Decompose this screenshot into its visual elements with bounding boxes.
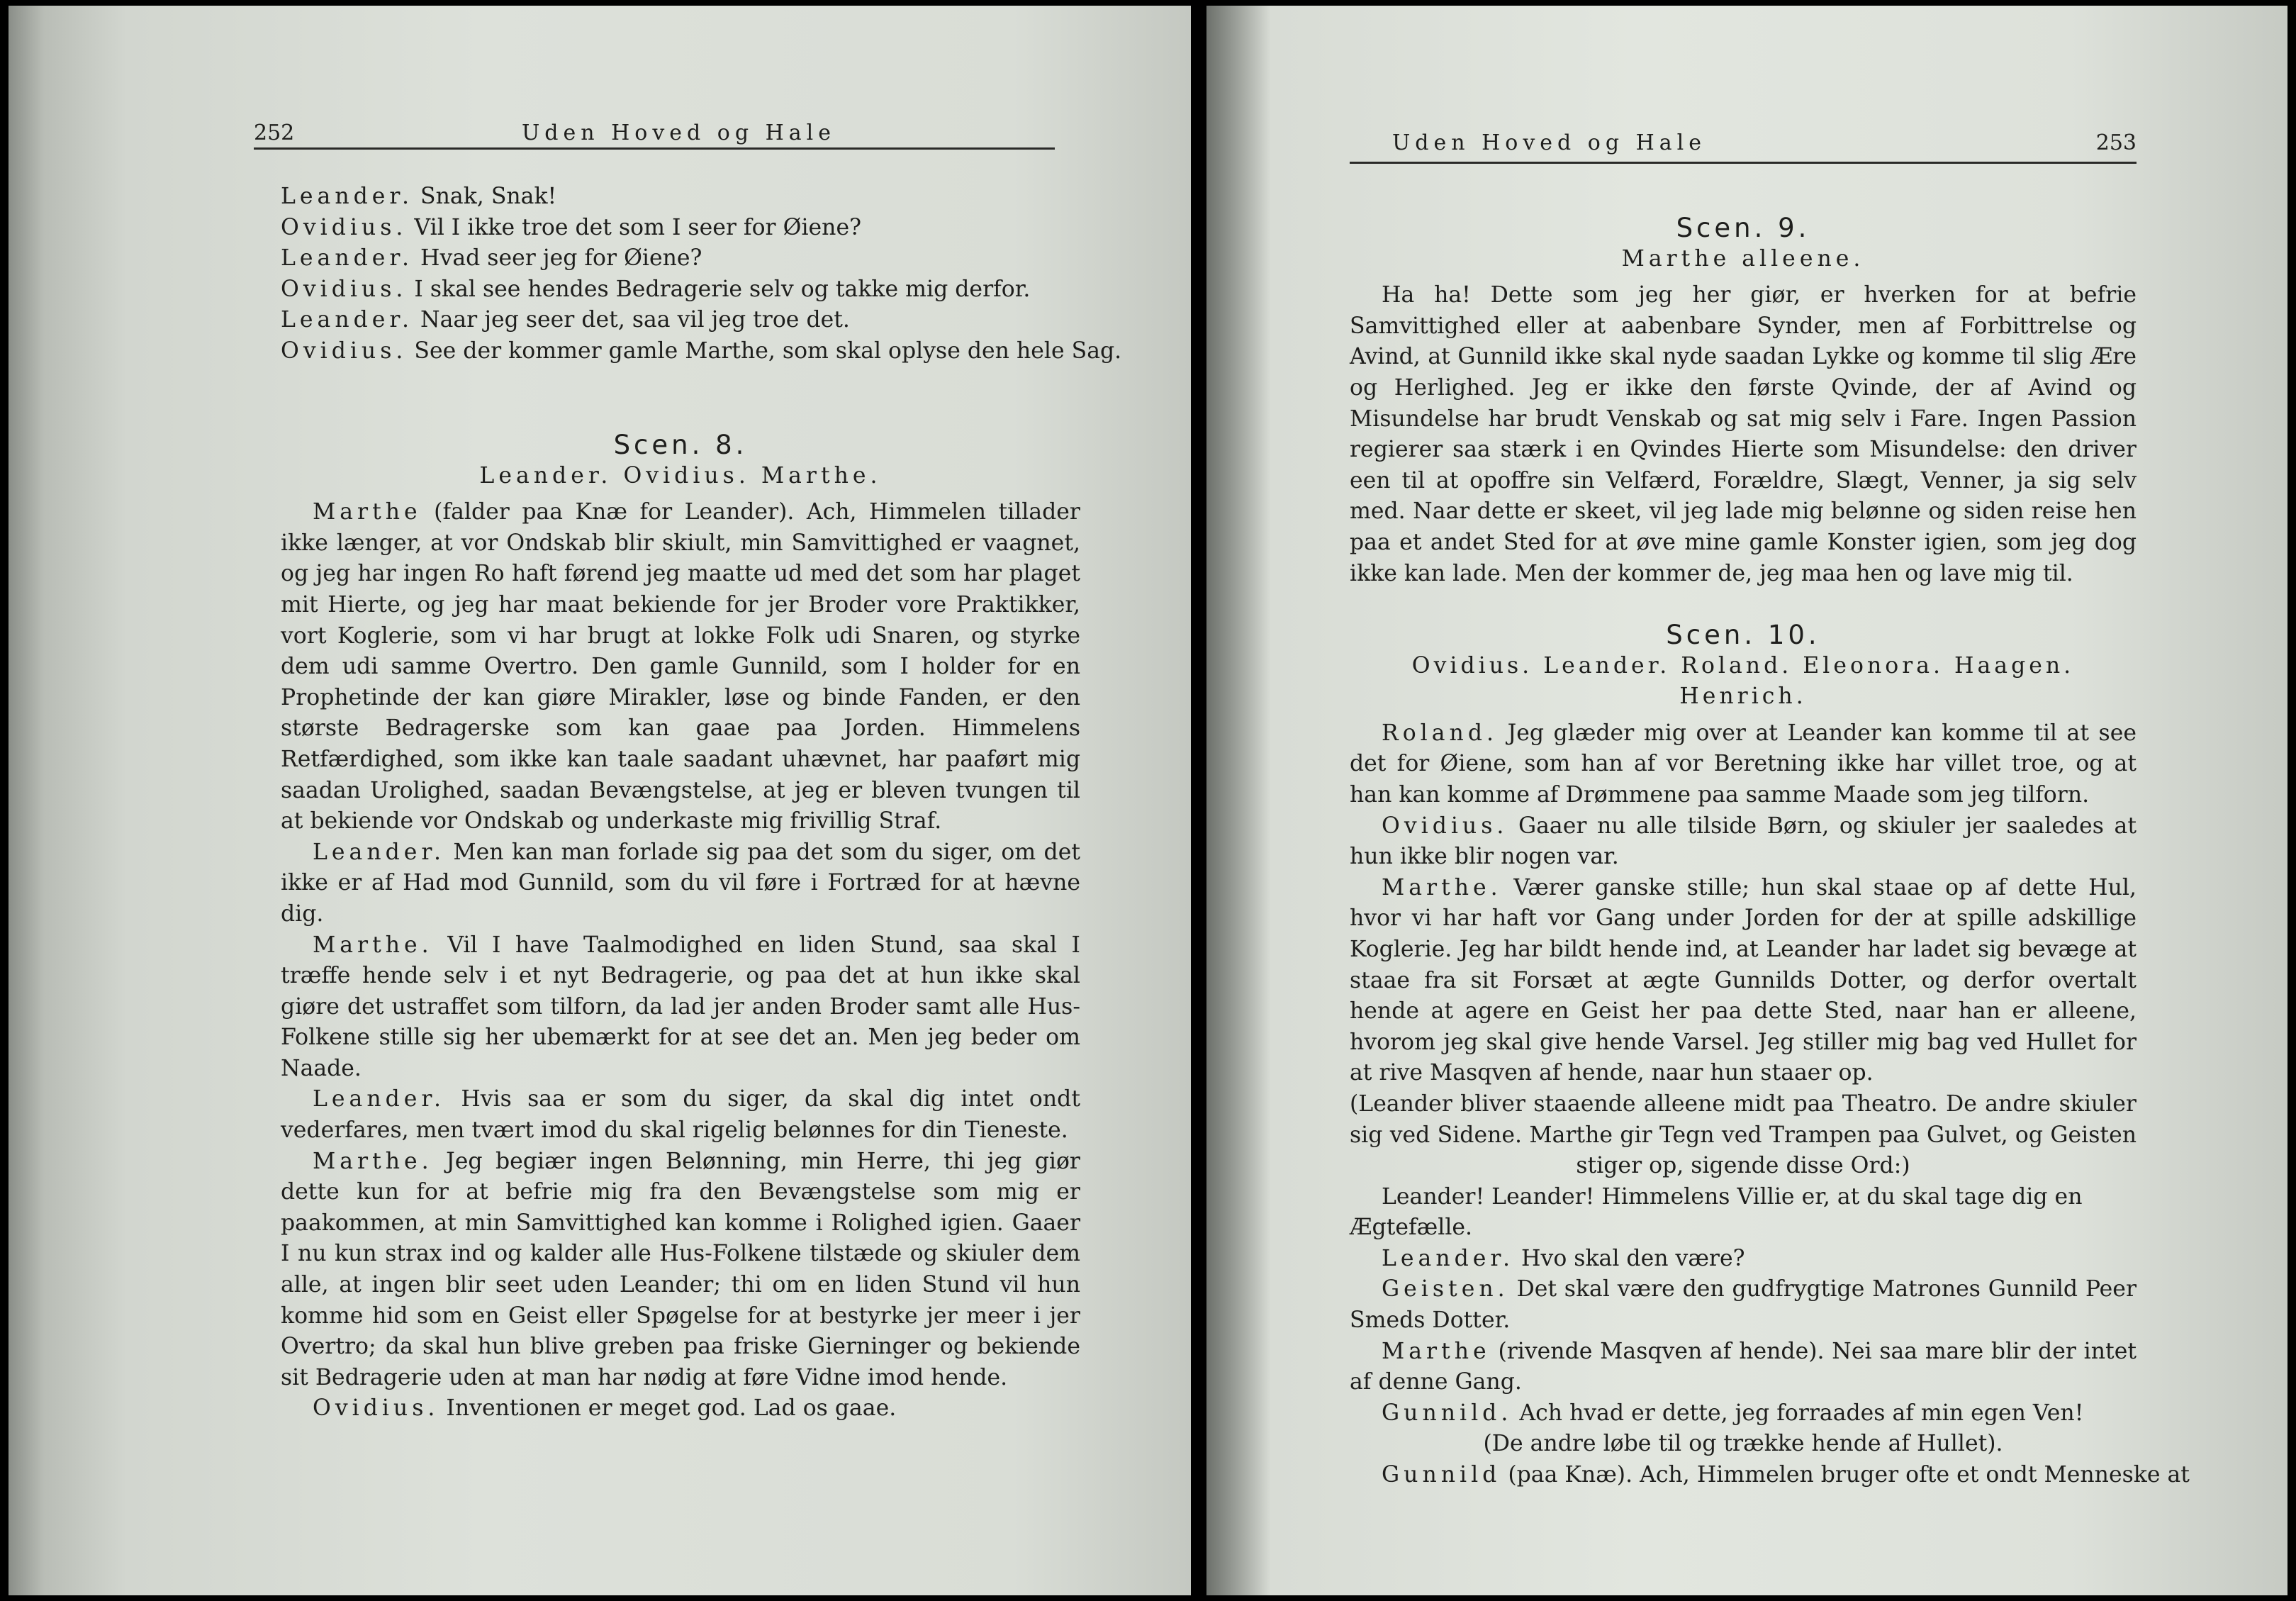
speaker: Gunnild.: [1382, 1400, 1513, 1426]
left-header-rule: [254, 147, 1055, 150]
speech: [281, 1084, 1080, 1146]
dialogue-line: [281, 274, 1080, 306]
scene-10: [1350, 620, 2190, 1491]
stage-direction: (Leander bliver staaende alleene midt paa Theatro. De andre skiuler sig ved Sidene. Marthe gir Tegn ved Trampen paa Gulvet, og Geisten stiger op, sigende disse Ord:): [1350, 1090, 2137, 1179]
right-page: [1206, 6, 2287, 1595]
scene-8: [281, 430, 1080, 1424]
gutter-shadow: [1206, 6, 1270, 1595]
speaker: Roland.: [1382, 720, 1499, 746]
speaker: Gunnild: [1382, 1462, 1501, 1488]
left-page: [9, 6, 1191, 1595]
speaker: Marthe: [1382, 1338, 1491, 1364]
line-text: Hvad seer jeg for Øiene?: [413, 245, 702, 272]
speech-text: Ach hvad er dette, jeg forraades af min egen Ven!: [1512, 1400, 2084, 1426]
monologue: Ha ha! Dette som jeg her giør, er hverken for at befrie Samvittighed eller at aabenbare Synder, men af Forbittrelse og Avind, at Gunnild ikke skal nyde saadan Lykke og komme til slig Ære og Herlighed. Jeg er ikke den første Qvinde, der af Avind og Misundelse har brudt Venskab og sat mig selv i Fare. Ingen Passion regierer saa stærk i en Qvindes Hierte som Misundelse: den driver een til at opoffre sin Velfærd, Forældre, Slægt, Venner, ja sig selv med. Naar dette er skeet, vil jeg lade mig belønne og siden reise hen paa et andet Sted for at øve mine gamle Konster igien, som jeg dog ikke kan lade. Men der kommer de, jeg maa hen og lave mig til.: [1350, 282, 2137, 586]
speech-text: Inventionen er meget god. Lad os gaae.: [439, 1395, 897, 1422]
dialogue-line: [281, 213, 1080, 244]
line-text: See der kommer gamle Marthe, som skal oplyse den hele Sag.: [407, 338, 1122, 364]
speech: [281, 837, 1080, 930]
speech-text: Men kan man forlade sig paa det som du siger, om det ikke er af Had mod Gunnild, som du vil føre i Fortræd for at hævne dig.: [281, 839, 1080, 927]
speech-text: (paa Knæ). Ach, Himmelen bruger ofte et ondt Menneske at: [1501, 1462, 2190, 1488]
right-running-header: [1350, 130, 2137, 159]
speaker: Marthe: [313, 499, 422, 525]
speech: [281, 497, 1080, 837]
scene-heading: Scen. 10.: [1666, 620, 1820, 650]
speaker: Leander.: [1382, 1245, 1515, 1271]
speech: [281, 930, 1080, 1085]
speaker: Leander.: [313, 1086, 446, 1112]
scene-9: [1350, 213, 2137, 589]
speech-text: Vil I have Taalmodighed en liden Stund, saa skal I træffe hende selv i et nyt Bedragerie, og paa det at hun ikke skal giøre det ustraffet som tilforn, da lad jer anden Broder samt alle Hus-Folkene stille sig her ubemærkt for at see det an. Men jeg beder om Naade.: [281, 932, 1080, 1081]
line-text: Vil I ikke troe det som I seer for Øiene?: [407, 214, 861, 240]
speech: [1350, 1460, 2190, 1491]
left-running-title: Uden Hoved og Hale: [522, 121, 836, 145]
scene-heading: Scen. 9.: [1676, 213, 1810, 243]
ghost-call: Leander! Leander! Himmelens Villie er, at du skal tage dig en Ægtefælle.: [1350, 1183, 2083, 1241]
left-page-number: 252: [254, 121, 295, 145]
stage-direction: (De andre løbe til og trække hende af Hullet).: [1483, 1431, 2003, 1457]
right-running-title: Uden Hoved og Hale: [1392, 130, 1706, 155]
speech-text: Jeg begiær ingen Belønning, min Herre, thi jeg giør dette kun for at befrie mig fra den Bevængstelse som mig er paakommen, at min Samvittighed kan komme i Rolighed igien. Gaaer I nu kun strax ind og kalder alle Hus-Folkene tilstæde og skiuler dem alle, at ingen blir seet uden Leander; thi om en liden Stund vil hun komme hid som en Geist eller Spøgelse for at bestyrke jer meer i jer Overtro; da skal hun blive greben paa friske Gierninger og bekiende sit Bedragerie uden at man har nødig at føre Vidne imod hende.: [281, 1148, 1080, 1390]
speech: [1350, 1274, 2137, 1336]
scene-heading: Scen. 8.: [613, 430, 748, 460]
right-page-number: 253: [2095, 130, 2137, 155]
speaker: Leander.: [313, 839, 446, 865]
speaker: Geisten.: [1382, 1276, 1509, 1302]
speaker: Ovidius.: [281, 276, 408, 302]
speech: [1350, 1244, 2137, 1275]
speaker: Leander.: [281, 307, 414, 333]
speech-text: (falder paa Knæ for Leander). Ach, Himmelen tillader ikke længer, at vor Ondskab blir skiult, min Samvittighed er vaagnet, og jeg har ingen Ro haft førend jeg maatte ud med det som har plaget mit Hierte, og jeg har maat bekiende for jer Broder vore Praktikker, vort Koglerie, som vi har brugt at lokke Folk udi Snaren, og styrke dem udi samme Overtro. Den gamle Gunnild, som I holder for en Prophetinde der kan giøre Mirakler, løse og binde Fanden, er den største Bedragerske som kan gaae paa Jorden. Himmelens Retfærdighed, som ikke kan taale saadant uhævnet, har paaført mig saadan Urolighed, saadan Bevængstelse, at jeg er bleven tvungen til at bekiende vor Ondskab og underkaste mig frivillig Straf.: [281, 499, 1080, 835]
speech-text: Hvis saa er som du siger, da skal dig intet ondt vederfares, men tvært imod du skal rigelig belønnes for din Tieneste.: [281, 1086, 1080, 1144]
left-running-header: [254, 121, 1055, 149]
scene-cast: Ovidius. Leander. Roland. Eleonora. Haagen. Henrich.: [1411, 652, 2075, 710]
speech-text: Værer ganske stille; hun skal staae op af dette Hul, hvor vi har haft vor Gang under Jorden for der at spille adskillige Koglerie. Jeg har bildt hende ind, at Leander har ladet sig bevæge at staae fra sit Forsæt at ægte Gunnilds Dotter, og derfor overtalt hende at agere en Geist her paa dette Sted, naar han er alleene, hvorom jeg skal give hende Varsel. Jeg stiller mig bag ved Hullet for at rive Masqven af hende, naar hun staaer op.: [1350, 874, 2137, 1086]
speaker: Marthe.: [313, 1148, 433, 1174]
speech: [1350, 873, 2137, 1089]
line-text: Snak, Snak!: [413, 184, 557, 209]
right-header-rule: [1350, 162, 2137, 164]
speech-text: Hvo skal den være?: [1514, 1245, 1745, 1271]
scene-cast: Marthe alleene.: [1621, 245, 1865, 272]
speech: [281, 1147, 1080, 1394]
speech: [1350, 718, 2137, 811]
speaker: Ovidius.: [313, 1395, 439, 1422]
speech: [1350, 1337, 2137, 1398]
speaker: Marthe.: [313, 932, 433, 958]
scene-cast: Leander. Ovidius. Marthe.: [479, 462, 882, 489]
speaker: Leander.: [281, 184, 414, 209]
speech-text: Det skal være den gudfrygtige Matrones Gunnild Peer Smeds Dotter.: [1350, 1276, 2137, 1334]
speech-text: (rivende Masqven af hende). Nei saa mare blir der intet af denne Gang.: [1350, 1338, 2137, 1395]
dialogue-line: [281, 243, 1080, 274]
speaker: Ovidius.: [281, 338, 408, 364]
speaker: Ovidius.: [281, 214, 408, 240]
speaker: Leander.: [281, 245, 414, 272]
left-opening-dialogue: [281, 182, 1122, 367]
speaker: Ovidius.: [1382, 813, 1508, 839]
line-text: Naar jeg seer det, saa vil jeg troe det.: [413, 307, 850, 333]
speech: [1350, 1398, 2137, 1429]
speaker: Marthe.: [1382, 874, 1502, 900]
speech-text: Jeg glæder mig over at Leander kan komme til at see det for Øiene, som han af vor Beretning ikke har villet troe, og at han kan komme af Drømmene paa samme Maade som jeg tilforn.: [1350, 720, 2137, 808]
speech: [1350, 811, 2137, 873]
speech: [281, 1393, 1080, 1424]
speech-text: Gaaer nu alle tilside Børn, og skiuler jer saaledes at hun ikke blir nogen var.: [1350, 813, 2137, 870]
line-text: I skal see hendes Bedragerie selv og takke mig derfor.: [407, 276, 1031, 302]
dialogue-line: [281, 182, 1080, 213]
dialogue-line: [281, 305, 1080, 336]
dialogue-line: [281, 336, 1122, 367]
